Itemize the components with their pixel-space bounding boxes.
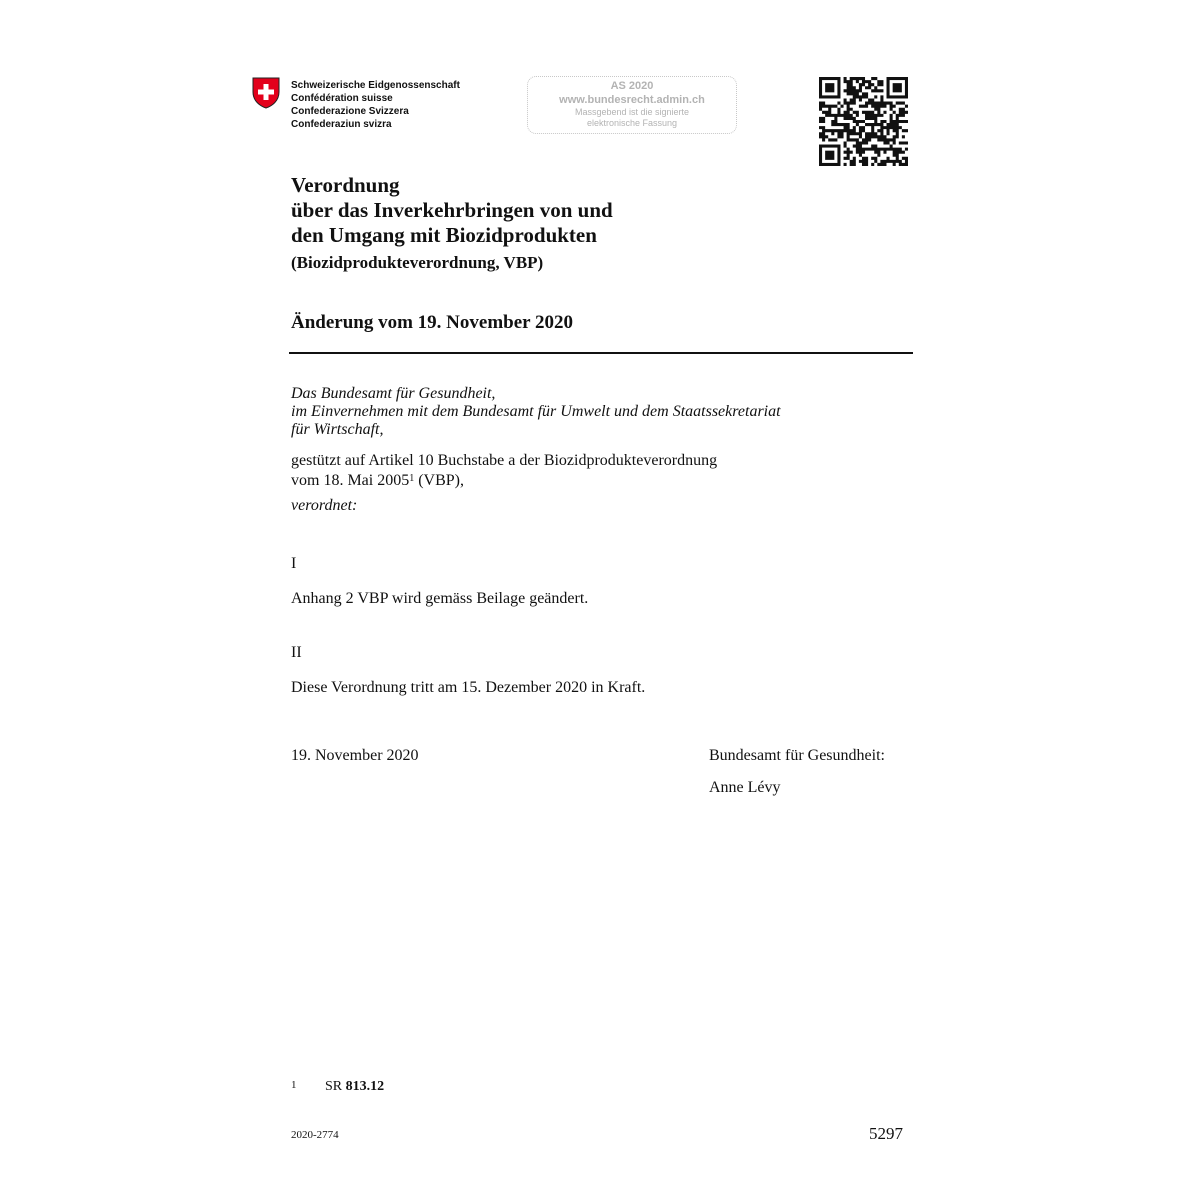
swiss-coat-of-arms-icon: [252, 77, 280, 109]
ordinance-abbreviation: (Biozidprodukteverordnung, VBP): [291, 253, 544, 272]
title-line-3: den Umgang mit Biozidprodukten: [291, 223, 597, 247]
footnote-sr-number[interactable]: 813.12: [345, 1079, 385, 1094]
footnote-text: [325, 1079, 384, 1095]
footnote-number: 1: [291, 1079, 297, 1091]
document-number: 2020-2774: [291, 1129, 339, 1141]
confederation-names: [291, 79, 460, 131]
signature-authority: Bundesamt für Gesundheit:: [709, 747, 885, 764]
page-number: 5297: [869, 1124, 903, 1143]
amendment-date: Änderung vom 19. November 2020: [291, 312, 574, 333]
section-text-2: Diese Verordnung tritt am 15. Dezember 2020 in Kraft.: [291, 679, 646, 696]
authority-line-1: Das Bundesamt für Gesundheit,: [291, 385, 496, 402]
signatory-name: Anne Lévy: [709, 779, 781, 796]
basis-line-2: [291, 470, 717, 490]
preamble-legal-basis: [291, 452, 717, 490]
footnote-prefix: SR: [325, 1079, 346, 1094]
title-line-2: über das Inverkehrbringen von und: [291, 198, 613, 222]
stamp-collection: AS 2020: [610, 80, 654, 92]
stamp-note-line2: elektronische Fassung: [586, 118, 678, 128]
preamble-authority: [291, 385, 781, 439]
confederation-name-de: Schweizerische Eidgenossenschaft: [291, 80, 460, 91]
title-line-1: Verordnung: [291, 173, 400, 197]
basis-abbreviation: (VBP),: [414, 472, 464, 489]
title-divider: [289, 352, 913, 354]
stamp-note-line1: Massgebend ist die signierte: [574, 107, 690, 117]
authority-line-2: im Einvernehmen mit dem Bundesamt für Umwelt und dem Staatssekretariat: [291, 403, 781, 420]
section-numeral-2: II: [291, 644, 302, 661]
preamble-ordains: verordnet:: [291, 497, 358, 514]
section-text-1: Anhang 2 VBP wird gemäss Beilage geändert.: [291, 590, 589, 607]
basis-line-1: gestützt auf Artikel 10 Buchstabe a der Biozidprodukteverordnung: [291, 452, 718, 469]
basis-date: vom 18. Mai 2005: [291, 472, 410, 489]
authority-line-3: für Wirtschaft,: [291, 421, 384, 438]
confederation-name-rm: Confederaziun svizra: [291, 119, 392, 130]
confederation-name-fr: Confédération suisse: [291, 93, 393, 104]
section-numeral-1: I: [291, 555, 297, 572]
ordinance-title: [291, 173, 613, 248]
signature-date: 19. November 2020: [291, 747, 419, 764]
stamp-url: www.bundesrecht.admin.ch: [559, 94, 705, 106]
qr-code-icon: [819, 77, 908, 166]
footnote-reference[interactable]: 1: [409, 473, 415, 484]
official-publication-stamp: [527, 76, 737, 134]
confederation-name-it: Confederazione Svizzera: [291, 106, 409, 117]
